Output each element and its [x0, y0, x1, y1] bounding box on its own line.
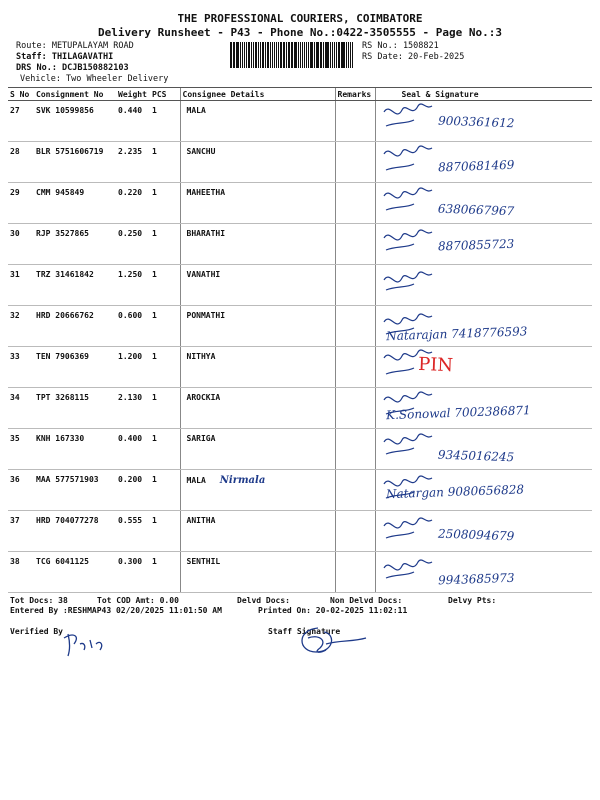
barcode-bar [236, 42, 238, 68]
barcode-bar [334, 42, 335, 68]
row-consignee: SENTHIL [180, 552, 335, 593]
row-consignee: VANATHI [180, 265, 335, 306]
row-sno: 31 [8, 265, 34, 306]
barcode-bar [270, 42, 271, 68]
row-consignee: AROCKIA [180, 388, 335, 429]
barcode-bar [348, 42, 350, 68]
runsheet-table [8, 87, 592, 593]
row-pcs: 1 [150, 429, 180, 470]
signature-text: PIN [417, 353, 453, 377]
barcode-bar [242, 42, 244, 68]
rs-no: RS No.: 1508821 [362, 41, 439, 51]
table-row [8, 142, 592, 183]
barcode-bar [283, 42, 285, 68]
row-pcs: 1 [150, 142, 180, 183]
barcode-bar [248, 42, 250, 68]
row-signature [375, 429, 592, 470]
signature-scribble [378, 100, 593, 144]
signature-stroke [384, 518, 432, 538]
table-row [8, 265, 592, 306]
tot-cod: Tot COD Amt: 0.00 [97, 596, 179, 605]
barcode-bar [306, 42, 308, 68]
row-weight: 0.400 [116, 429, 150, 470]
row-consignment: CMM 945849 [34, 183, 116, 224]
row-signature [375, 511, 592, 552]
barcode-bar [262, 42, 264, 68]
barcode-bar [346, 42, 347, 68]
barcode-bar [338, 42, 340, 68]
row-sno: 27 [8, 101, 34, 142]
row-consignment: HRD 20666762 [34, 306, 116, 347]
barcode-bar [326, 42, 328, 68]
barcode-bar [244, 42, 245, 68]
signature-scribble [378, 182, 593, 226]
barcode-bar [300, 42, 302, 68]
row-weight: 0.555 [116, 511, 150, 552]
table-row [8, 306, 592, 347]
barcode-bar [316, 42, 317, 68]
row-remarks [335, 265, 375, 306]
signature-stroke [384, 272, 432, 290]
signature-text: 9345016245 [437, 447, 514, 465]
barcode-bar [291, 42, 292, 68]
row-remarks [335, 429, 375, 470]
row-weight: 0.250 [116, 224, 150, 265]
row-sno: 28 [8, 142, 34, 183]
row-signature [375, 388, 592, 429]
non-delvd-docs: Non Delvd Docs: [330, 596, 403, 605]
verified-by: Verified By [10, 627, 63, 636]
row-remarks [335, 101, 375, 142]
signature-scribble [378, 469, 593, 513]
row-remarks [335, 470, 375, 511]
barcode-bar [276, 42, 277, 68]
row-weight: 0.600 [116, 306, 150, 347]
handwritten-note: Nirmala [219, 475, 266, 486]
barcode-bar [336, 42, 337, 68]
row-weight: 0.220 [116, 183, 150, 224]
tot-docs: Tot Docs: 38 [10, 596, 68, 605]
signature-text: Natarajan 7418776593 [385, 324, 528, 344]
row-consignee: MALA Nirmala [180, 470, 335, 511]
row-remarks [335, 183, 375, 224]
row-weight: 0.440 [116, 101, 150, 142]
barcode-bar [350, 42, 351, 68]
barcode-bar [317, 42, 319, 68]
row-sno: 34 [8, 388, 34, 429]
signature-stroke [384, 434, 432, 454]
row-consignment: BLR 5751606719 [34, 142, 116, 183]
row-signature [375, 306, 592, 347]
barcode-bar [308, 42, 309, 68]
barcode-bar [304, 42, 305, 68]
signature-scribble [378, 428, 593, 472]
row-consignment: RJP 3527865 [34, 224, 116, 265]
signature-scribble [378, 223, 593, 267]
row-consignee: PONMATHI [180, 306, 335, 347]
barcode [230, 42, 354, 68]
row-signature [375, 183, 592, 224]
barcode-bar [314, 42, 315, 68]
row-signature [375, 265, 592, 306]
row-consignee: MALA [180, 101, 335, 142]
barcode-bar [320, 42, 322, 68]
row-sno: 30 [8, 224, 34, 265]
row-signature [375, 470, 592, 511]
col-consignment: Consignment No [34, 88, 116, 101]
signature-scribble [378, 264, 593, 308]
table-row [8, 552, 592, 593]
delvy-pts: Delvy Pts: [448, 596, 497, 605]
row-remarks [335, 388, 375, 429]
signature-text: K.Sonowal 7002386871 [385, 403, 531, 423]
drs-label: DRS No.: DCJB150882103 [16, 63, 129, 73]
barcode-bar [272, 42, 273, 68]
signature-stroke [384, 560, 432, 578]
signature-stroke [384, 230, 432, 250]
row-pcs: 1 [150, 552, 180, 593]
signature-text: 2508094679 [437, 526, 515, 544]
table-row [8, 429, 592, 470]
table-row [8, 101, 592, 142]
row-sno: 37 [8, 511, 34, 552]
barcode-bar [274, 42, 276, 68]
row-remarks [335, 306, 375, 347]
barcode-bar [288, 42, 290, 68]
table-row [8, 511, 592, 552]
row-consignee: ANITHA [180, 511, 335, 552]
barcode-bar [302, 42, 303, 68]
company-title: THE PROFESSIONAL COURIERS, COIMBATORE [177, 12, 423, 25]
row-weight: 0.300 [116, 552, 150, 593]
row-signature [375, 142, 592, 183]
row-signature [375, 101, 592, 142]
row-consignment: TCG 6041125 [34, 552, 116, 593]
col-sno: S No [8, 88, 34, 101]
signature-stroke [384, 188, 432, 210]
row-consignee: SARIGA [180, 429, 335, 470]
table-row [8, 183, 592, 224]
row-remarks [335, 224, 375, 265]
barcode-bar [332, 42, 334, 68]
row-consignee: SANCHU [180, 142, 335, 183]
route-label: Route: METUPALAYAM ROAD [16, 41, 134, 51]
barcode-bar [265, 42, 266, 68]
row-pcs: 1 [150, 306, 180, 347]
row-consignment: HRD 704077278 [34, 511, 116, 552]
row-consignment: TPT 3268115 [34, 388, 116, 429]
barcode-bar [278, 42, 279, 68]
row-weight: 1.200 [116, 347, 150, 388]
barcode-bar [230, 42, 232, 68]
table-row [8, 224, 592, 265]
row-consignment: TEN 7906369 [34, 347, 116, 388]
row-pcs: 1 [150, 388, 180, 429]
col-weight: Weight [116, 88, 150, 101]
row-pcs: 1 [150, 224, 180, 265]
barcode-bar [310, 42, 312, 68]
row-signature [375, 347, 592, 388]
row-pcs: 1 [150, 265, 180, 306]
barcode-bar [330, 42, 331, 68]
row-sno: 35 [8, 429, 34, 470]
row-sno: 36 [8, 470, 34, 511]
signature-text: 8870855723 [437, 236, 515, 254]
col-signature: Seal & Signature [375, 88, 592, 101]
signature-text: 8870681469 [437, 157, 515, 175]
printed-on: Printed On: 20-02-2025 11:02:11 [258, 606, 408, 615]
row-signature [375, 552, 592, 593]
row-remarks [335, 142, 375, 183]
barcode-bar [352, 42, 353, 68]
barcode-bar [233, 42, 234, 68]
table-header-row [8, 88, 592, 101]
barcode-bar [325, 42, 326, 68]
signature-stroke [384, 146, 432, 170]
row-weight: 2.235 [116, 142, 150, 183]
barcode-bar [298, 42, 299, 68]
signature-scribble [378, 551, 593, 595]
barcode-bar [323, 42, 324, 68]
row-remarks [335, 511, 375, 552]
row-weight: 2.130 [116, 388, 150, 429]
row-signature [375, 224, 592, 265]
barcode-bar [260, 42, 261, 68]
signature-text: Natargan 9080656828 [385, 482, 524, 502]
table-row [8, 470, 592, 511]
staff-signature [290, 622, 370, 658]
row-sno: 38 [8, 552, 34, 593]
row-pcs: 1 [150, 347, 180, 388]
row-consignment: SVK 10599856 [34, 101, 116, 142]
barcode-bar [342, 42, 344, 68]
row-consignee: BHARATHI [180, 224, 335, 265]
col-remarks: Remarks [335, 88, 375, 101]
row-remarks [335, 347, 375, 388]
barcode-bar [255, 42, 257, 68]
barcode-bar [286, 42, 287, 68]
delvd-docs: Delvd Docs: [237, 596, 290, 605]
barcode-bar [267, 42, 269, 68]
vehicle-label: Vehicle: Two Wheeler Delivery [20, 74, 169, 84]
row-sno: 32 [8, 306, 34, 347]
signature-scribble [378, 387, 593, 431]
barcode-bar [258, 42, 259, 68]
staff-signature-label: Staff Signature [268, 627, 341, 636]
signature-scribble [378, 346, 593, 390]
signature-scribble [378, 305, 593, 349]
barcode-bar [294, 42, 296, 68]
barcode-bar [234, 42, 235, 68]
row-sno: 29 [8, 183, 34, 224]
row-weight: 1.250 [116, 265, 150, 306]
row-consignee: NITHYA [180, 347, 335, 388]
barcode-bar [240, 42, 241, 68]
signature-scribble [378, 141, 593, 185]
table-row [8, 388, 592, 429]
signature-text: 9943685973 [437, 570, 515, 588]
signature-stroke [384, 104, 432, 126]
row-weight: 0.200 [116, 470, 150, 511]
row-pcs: 1 [150, 470, 180, 511]
signature-text: 6380667967 [437, 201, 514, 219]
entered-by: Entered By :RESHMAP43 02/20/2025 11:01:50 AM [10, 606, 222, 615]
row-consignee: MAHEETHA [180, 183, 335, 224]
row-pcs: 1 [150, 511, 180, 552]
runsheet-subtitle: Delivery Runsheet - P43 - Phone No.:0422-3505555 - Page No.:3 [98, 26, 502, 39]
rs-date: RS Date: 20-Feb-2025 [362, 52, 465, 62]
row-consignment: MAA 577571903 [34, 470, 116, 511]
row-pcs: 1 [150, 183, 180, 224]
row-pcs: 1 [150, 101, 180, 142]
row-consignment: KNH 167330 [34, 429, 116, 470]
barcode-bar [341, 42, 342, 68]
table-row [8, 347, 592, 388]
staff-label: Staff: THILAGAVATHI [16, 52, 114, 62]
row-remarks [335, 552, 375, 593]
barcode-bar [280, 42, 282, 68]
barcode-bar [253, 42, 254, 68]
barcode-bar [246, 42, 247, 68]
row-consignment: TRZ 31461842 [34, 265, 116, 306]
barcode-bar [292, 42, 293, 68]
signature-scribble [378, 510, 593, 554]
col-pcs: PCS [150, 88, 180, 101]
col-consignee: Consignee Details [180, 88, 335, 101]
signature-text: 9003361612 [437, 113, 515, 131]
verifier-signature [60, 630, 120, 660]
row-sno: 33 [8, 347, 34, 388]
barcode-bar [251, 42, 253, 68]
